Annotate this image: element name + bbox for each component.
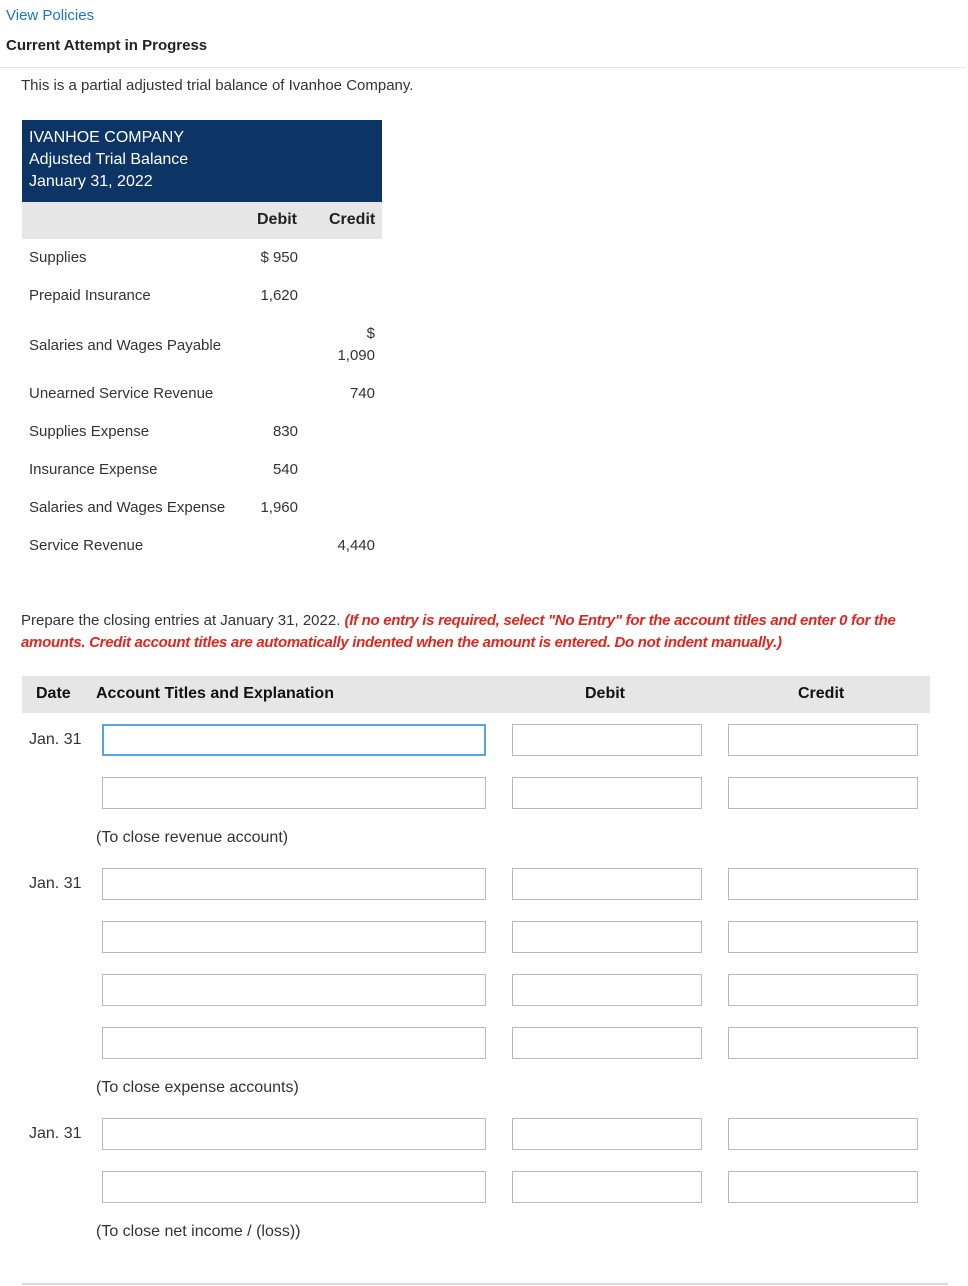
attempt-status: Current Attempt in Progress	[6, 37, 208, 54]
account-title-input[interactable]	[102, 1171, 486, 1203]
debit-amount-input[interactable]	[512, 1171, 702, 1203]
journal-account-heading: Account Titles and Explanation	[96, 685, 334, 702]
tb-credit-dollar-sign: $	[366, 325, 375, 342]
journal-debit-heading: Debit	[585, 685, 625, 702]
debit-amount-input[interactable]	[512, 974, 702, 1006]
account-title-input[interactable]	[102, 1027, 486, 1059]
credit-amount-input[interactable]	[728, 1118, 918, 1150]
account-title-input[interactable]	[102, 974, 486, 1006]
account-title-input[interactable]	[102, 724, 486, 756]
tb-account: Supplies	[29, 249, 87, 266]
journal-date-heading: Date	[36, 685, 71, 702]
tb-account: Prepaid Insurance	[29, 287, 151, 304]
entry-explanation: (To close revenue account)	[96, 829, 289, 846]
tb-account: Supplies Expense	[29, 423, 150, 440]
instructions	[21, 610, 951, 654]
statement-date: January 31, 2022	[29, 173, 153, 190]
tb-debit-value: $ 950	[260, 249, 298, 266]
tb-debit-value: 1,620	[260, 287, 298, 304]
debit-amount-input[interactable]	[512, 921, 702, 953]
divider	[0, 67, 966, 68]
tb-account: Unearned Service Revenue	[29, 385, 214, 402]
entry-date: Jan. 31	[29, 875, 82, 892]
tb-account: Insurance Expense	[29, 461, 158, 478]
credit-amount-input[interactable]	[728, 724, 918, 756]
bottom-divider	[22, 1283, 948, 1285]
entry-explanation: (To close expense accounts)	[96, 1079, 299, 1096]
tb-debit-value: 540	[272, 461, 298, 478]
credit-amount-input[interactable]	[728, 777, 918, 809]
statement-name: Adjusted Trial Balance	[29, 151, 189, 168]
entry-explanation: (To close net income / (loss))	[96, 1223, 301, 1240]
tb-debit-value: 830	[272, 423, 298, 440]
entry-date: Jan. 31	[29, 1125, 82, 1142]
credit-amount-input[interactable]	[728, 921, 918, 953]
account-title-input[interactable]	[102, 777, 486, 809]
trial-balance-header	[22, 120, 382, 202]
tb-account: Salaries and Wages Expense	[29, 499, 226, 516]
tb-account: Service Revenue	[29, 537, 144, 554]
credit-amount-input[interactable]	[728, 868, 918, 900]
account-title-input[interactable]	[102, 921, 486, 953]
trial-balance-column-header	[22, 202, 382, 239]
credit-amount-input[interactable]	[728, 1027, 918, 1059]
tb-account: Salaries and Wages Payable	[29, 337, 222, 354]
journal-credit-heading: Credit	[798, 685, 845, 702]
account-title-input[interactable]	[102, 1118, 486, 1150]
debit-amount-input[interactable]	[512, 777, 702, 809]
tb-credit-heading: Credit	[329, 211, 376, 228]
instructions-main: Prepare the closing entries at January 31, 2022.	[21, 612, 341, 629]
tb-credit-value: 4,440	[337, 537, 375, 554]
debit-amount-input[interactable]	[512, 1027, 702, 1059]
debit-amount-input[interactable]	[512, 1118, 702, 1150]
account-title-input[interactable]	[102, 868, 486, 900]
tb-credit-value: 740	[349, 385, 375, 402]
entry-date: Jan. 31	[29, 731, 82, 748]
credit-amount-input[interactable]	[728, 1171, 918, 1203]
intro-text: This is a partial adjusted trial balance of Ivanhoe Company.	[21, 77, 414, 94]
credit-amount-input[interactable]	[728, 974, 918, 1006]
view-policies-link[interactable]: View Policies	[6, 7, 95, 24]
tb-debit-value: 1,960	[260, 499, 298, 516]
tb-credit-value: 1,090	[337, 347, 375, 364]
tb-debit-heading: Debit	[257, 211, 297, 228]
debit-amount-input[interactable]	[512, 868, 702, 900]
company-name: IVANHOE COMPANY	[29, 129, 184, 146]
debit-amount-input[interactable]	[512, 724, 702, 756]
instructions-note: (If no entry is required, select "No Entry" for the account titles and enter 0 for the amounts. Credit account titles are automatically indented when the amount is entered. Do not indent manually.)	[21, 612, 896, 651]
